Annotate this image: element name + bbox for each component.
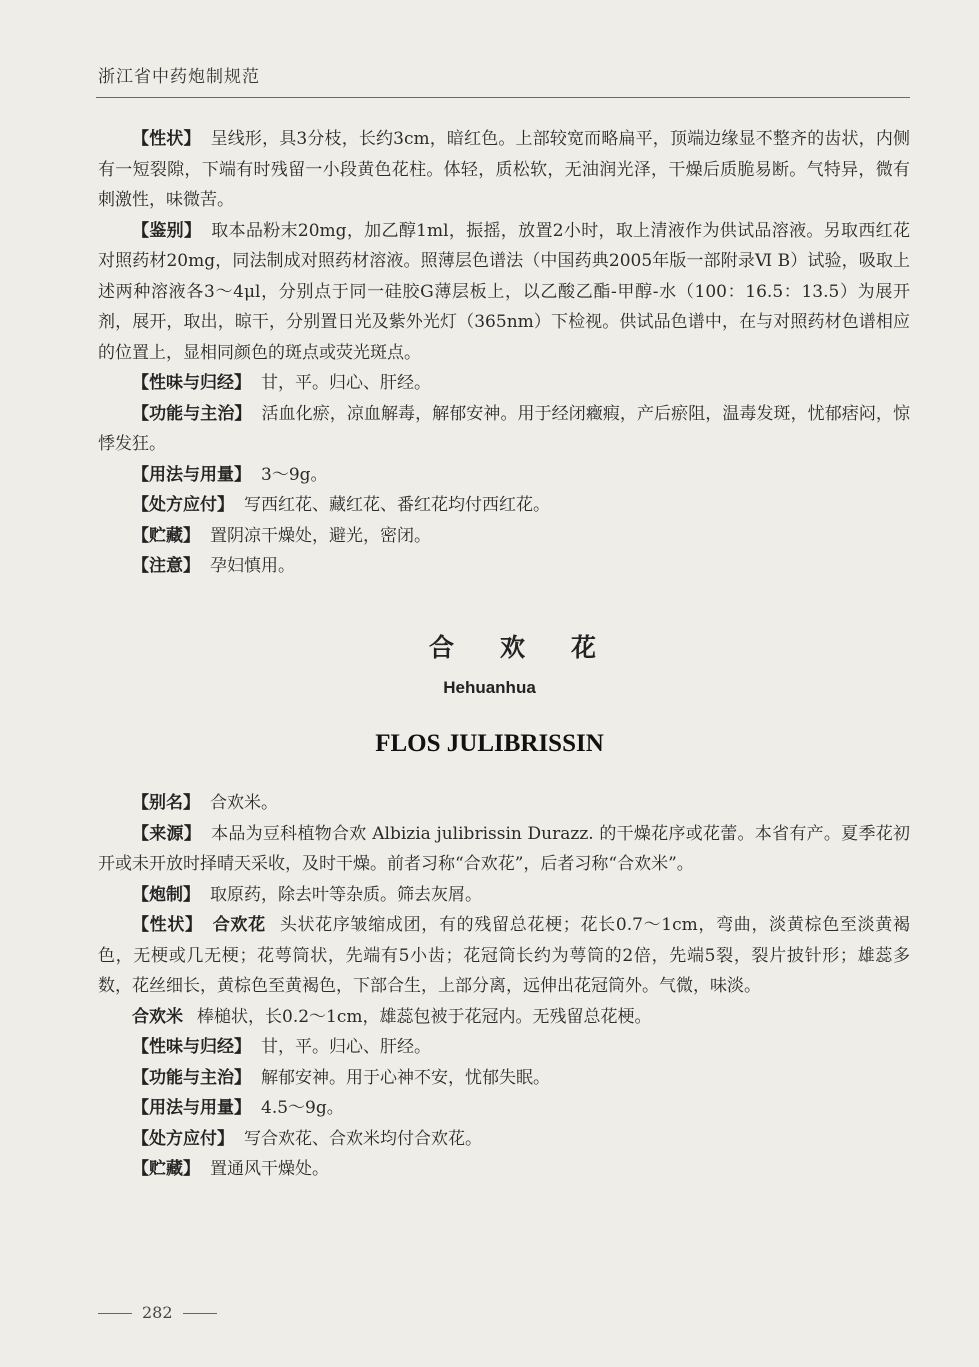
paragraph-zhucang [98,521,910,552]
text-jianbie: 取本品粉末20mg，加乙醇1ml，振摇，放置2小时，取上清液作为供试品溶液。另取西红花对照药材20mg，同法制成对照药材溶液。照薄层色谱法（中国药典2005年版一部附录Ⅵ B）试验，吸取上述两种溶液各3～4μl，分别点于同一硅胶G薄层板上，以乙酸乙酯-甲醇-水（100：16.5：13.5）为展开剂，展开，取出，晾干，分别置日光及紫外光灯（365nm）下检视。供试品色谱中，在与对照药材色谱相应的位置上，显相同颜色的斑点或荧光斑点。 [98,220,911,363]
text-bieming: 合欢米。 [210,793,278,813]
page-number: 282 [142,1303,173,1322]
paragraph-paozhi [98,880,910,911]
monograph-title-latin: FLOS JULIBRISSIN [375,730,604,757]
label-zhucang-2: 【贮藏】 [132,1159,200,1179]
text-laiyuan: 本品为豆科植物合欢 Albizia julibrissin Durazz. 的干燥花序或花蕾。本省有产。夏季花初开或未开放时择晴天采收，及时干燥。前者习称“合欢花”，后者习称“合欢米”。 [98,823,910,874]
text-chufang-2: 写合欢花、合欢米均付合欢花。 [244,1128,482,1149]
text-zhucang: 置阴凉干燥处，避光，密闭。 [210,525,431,546]
paragraph-xingwei [98,368,910,399]
footer-dash-left [98,1313,132,1314]
label-yongfa: 【用法与用量】 [132,464,251,485]
label-yongfa-2: 【用法与用量】 [132,1098,251,1118]
section-previous-monograph [98,124,910,582]
label-chufang: 【处方应付】 [132,495,234,515]
label-gongneng-2: 【功能与主治】 [132,1067,251,1088]
header-rule [96,97,910,98]
paragraph-gongneng-2 [98,1063,910,1094]
text-xingwei: 甘，平。归心、肝经。 [261,373,431,393]
text-paozhi: 取原药，除去叶等杂质。筛去灰屑。 [210,884,482,905]
paragraph-bieming [98,788,910,819]
page-footer [98,1303,217,1322]
label-chufang-2: 【处方应付】 [132,1128,234,1149]
paragraph-chufang [98,490,910,521]
footer-dash-right [183,1313,217,1314]
paragraph-yongfa-2 [98,1093,910,1124]
label-zhucang: 【贮藏】 [132,525,200,546]
label-xingzhuang: 【性状】 [132,129,201,149]
label-laiyuan: 【来源】 [132,823,202,844]
text-yongfa-2: 4.5～9g。 [261,1098,344,1118]
label-jianbie: 【鉴别】 [132,220,202,241]
sublabel-hehuanmi: 合欢米 [132,1006,183,1027]
label-paozhi: 【炮制】 [132,884,200,905]
paragraph-chufang-2 [98,1124,910,1155]
paragraph-zhucang-2 [98,1154,910,1185]
text-gongneng-2: 解郁安神。用于心神不安，忧郁失眠。 [261,1067,550,1088]
label-xingwei: 【性味与归经】 [132,373,251,393]
text-zhuyi: 孕妇慎用。 [210,556,295,576]
label-xingzhuang-2: 【性状】 [132,915,203,935]
paragraph-gongneng [98,399,910,460]
text-xingzhuang-2: 头状花序皱缩成团，有的残留总花梗；花长0.7～1cm，弯曲，淡黄棕色至淡黄褐色，无梗或几无梗；花萼筒状，先端有5小齿；花冠筒长约为萼筒的2倍，先端5裂，裂片披针形；雄蕊多数，花丝细长，黄棕色至黄褐色，下部合生，上部分离，远伸出花冠筒外。气微，味淡。 [98,915,910,996]
sublabel-hehuanhua: 合欢花 [212,915,266,935]
paragraph-yongfa [98,460,910,491]
section-hehuanhua [98,788,910,1185]
running-header: 浙江省中药炮制规范 [98,67,260,87]
label-bieming: 【别名】 [132,793,200,813]
label-zhuyi: 【注意】 [132,556,200,576]
label-xingwei-2: 【性味与归经】 [132,1037,251,1057]
text-yongfa: 3～9g。 [261,464,328,485]
text-xingwei-2: 甘，平。归心、肝经。 [261,1037,431,1057]
paragraph-zhuyi [98,551,910,582]
paragraph-laiyuan [98,819,910,880]
text-zhucang-2: 置通风干燥处。 [210,1159,329,1179]
monograph-title-chinese: 合欢花 [428,633,642,662]
paragraph-xingwei-2 [98,1032,910,1063]
paragraph-hehuanmi [98,1002,910,1033]
text-gongneng: 活血化瘀，凉血解毒，解郁安神。用于经闭癥瘕，产后瘀阻，温毒发斑，忧郁痞闷，惊悸发狂。 [98,403,911,454]
text-chufang: 写西红花、藏红花、番红花均付西红花。 [244,495,550,515]
label-gongneng: 【功能与主治】 [132,403,252,424]
paragraph-xingzhuang [98,124,910,216]
text-xingzhuang: 呈线形，具3分枝，长约3cm，暗红色。上部较宽而略扁平，顶端边缘显不整齐的齿状，内侧有一短裂隙，下端有时残留一小段黄色花柱。体轻，质松软，无油润光泽，干燥后质脆易断。气特异，微有刺激性，味微苦。 [98,129,910,210]
text-hehuanmi: 棒槌状，长0.2～1cm，雄蕊包被于花冠内。无残留总花梗。 [197,1006,652,1027]
paragraph-xingzhuang-2 [98,910,910,1002]
paragraph-jianbie [98,216,910,369]
monograph-title-pinyin: Hehuanhua [443,678,536,697]
